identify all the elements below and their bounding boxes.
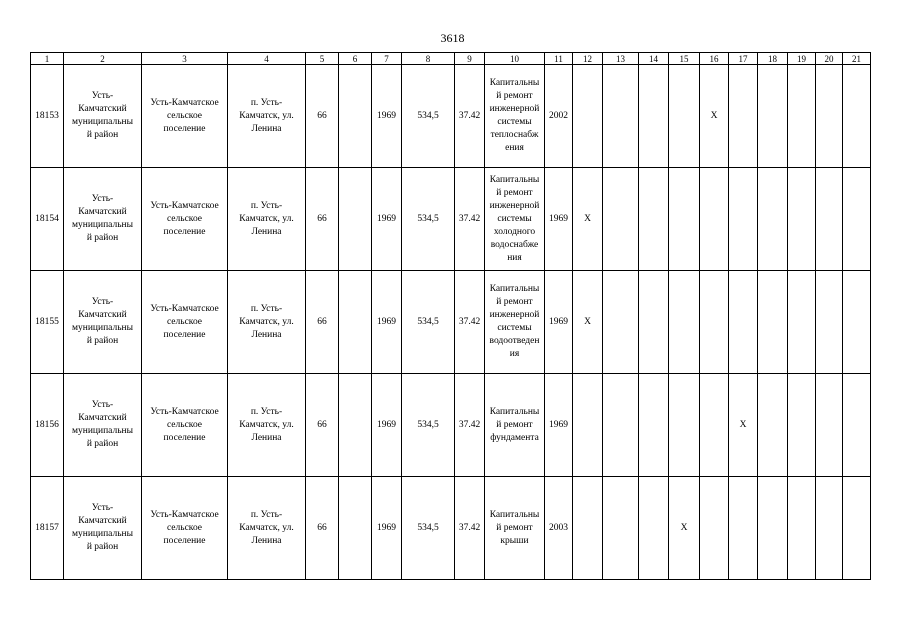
column-number-cell: 10 xyxy=(485,53,545,65)
column-number-cell: 21 xyxy=(843,53,871,65)
table-cell xyxy=(339,477,372,580)
table-cell xyxy=(843,374,871,477)
table-cell xyxy=(816,477,843,580)
table-cell xyxy=(639,65,669,168)
table-cell xyxy=(788,271,816,374)
table-cell: 18155 xyxy=(31,271,64,374)
table-row xyxy=(31,168,871,271)
table-cell: 37.42 xyxy=(455,271,485,374)
column-number-cell: 17 xyxy=(729,53,758,65)
table-cell xyxy=(339,271,372,374)
table-cell xyxy=(669,374,700,477)
table-cell xyxy=(603,271,639,374)
table-cell: 66 xyxy=(306,65,339,168)
table-cell: 18153 xyxy=(31,65,64,168)
table-cell: 1969 xyxy=(545,374,573,477)
column-number-cell: 8 xyxy=(402,53,455,65)
table-cell xyxy=(729,168,758,271)
table-cell: Усть-Камчатское сельское поселение xyxy=(142,65,228,168)
table-cell xyxy=(843,65,871,168)
table-row xyxy=(31,374,871,477)
column-number-cell: 20 xyxy=(816,53,843,65)
table-cell xyxy=(758,477,788,580)
column-number-cell: 16 xyxy=(700,53,729,65)
table-cell xyxy=(669,65,700,168)
table-cell: 1969 xyxy=(372,271,402,374)
table-cell xyxy=(639,477,669,580)
column-number-cell: 12 xyxy=(573,53,603,65)
table-cell: 66 xyxy=(306,477,339,580)
table-cell: п. Усть- Камчатск, ул. Ленина xyxy=(228,168,306,271)
table-cell: 534,5 xyxy=(402,271,455,374)
table-cell xyxy=(339,168,372,271)
table-cell: 37.42 xyxy=(455,477,485,580)
table-cell: 37.42 xyxy=(455,65,485,168)
table-cell xyxy=(816,168,843,271)
table-cell: 534,5 xyxy=(402,168,455,271)
column-number-cell: 19 xyxy=(788,53,816,65)
table-cell xyxy=(758,168,788,271)
table-cell xyxy=(603,168,639,271)
table-cell xyxy=(339,65,372,168)
table-cell xyxy=(339,374,372,477)
table-cell: Капитальны й ремонт инженерной системы водоотведен ия xyxy=(485,271,545,374)
table-cell xyxy=(573,374,603,477)
table-cell xyxy=(700,477,729,580)
table-row xyxy=(31,271,871,374)
table-cell: 37.42 xyxy=(455,374,485,477)
table-cell: X xyxy=(573,168,603,271)
table-cell: 534,5 xyxy=(402,65,455,168)
column-number-cell: 6 xyxy=(339,53,372,65)
table-cell xyxy=(788,168,816,271)
table-cell: 2002 xyxy=(545,65,573,168)
table-cell: 66 xyxy=(306,168,339,271)
register-table xyxy=(30,52,871,580)
table-cell: 66 xyxy=(306,271,339,374)
table-cell xyxy=(758,374,788,477)
table-cell xyxy=(816,65,843,168)
table-cell xyxy=(669,271,700,374)
table-cell: 1969 xyxy=(545,271,573,374)
table-cell: п. Усть- Камчатск, ул. Ленина xyxy=(228,374,306,477)
table-cell: 37.42 xyxy=(455,168,485,271)
table-cell: X xyxy=(573,271,603,374)
table-cell: 1969 xyxy=(545,168,573,271)
table-row xyxy=(31,65,871,168)
column-number-cell: 7 xyxy=(372,53,402,65)
table-cell xyxy=(603,374,639,477)
table-cell xyxy=(700,374,729,477)
table-cell: Капитальны й ремонт инженерной системы холодного водоснабже ния xyxy=(485,168,545,271)
table-cell: Капитальны й ремонт крыши xyxy=(485,477,545,580)
column-number-cell: 18 xyxy=(758,53,788,65)
table-cell: 18157 xyxy=(31,477,64,580)
table-cell: п. Усть- Камчатск, ул. Ленина xyxy=(228,271,306,374)
table-cell: Усть-Камчатское сельское поселение xyxy=(142,271,228,374)
column-number-cell: 13 xyxy=(603,53,639,65)
table-cell: 534,5 xyxy=(402,477,455,580)
table-cell: Усть-Камчатское сельское поселение xyxy=(142,477,228,580)
column-number-cell: 2 xyxy=(64,53,142,65)
table-cell: Усть- Камчатский муниципальны й район xyxy=(64,271,142,374)
table-cell xyxy=(700,168,729,271)
table-cell: 1969 xyxy=(372,65,402,168)
table-cell xyxy=(573,65,603,168)
table-cell: 534,5 xyxy=(402,374,455,477)
table-cell xyxy=(669,168,700,271)
table-cell: п. Усть- Камчатск, ул. Ленина xyxy=(228,477,306,580)
page-number: 3618 xyxy=(440,31,465,45)
table-cell xyxy=(816,271,843,374)
table-cell: Капитальны й ремонт фундамента xyxy=(485,374,545,477)
table-cell: п. Усть- Камчатск, ул. Ленина xyxy=(228,65,306,168)
table-cell xyxy=(729,477,758,580)
column-number-cell: 5 xyxy=(306,53,339,65)
table-cell xyxy=(639,374,669,477)
table-cell xyxy=(639,168,669,271)
table-cell xyxy=(788,477,816,580)
table-cell xyxy=(788,374,816,477)
table-cell: 1969 xyxy=(372,168,402,271)
column-number-cell: 1 xyxy=(31,53,64,65)
table-cell: 1969 xyxy=(372,477,402,580)
table-cell xyxy=(816,374,843,477)
column-number-cell: 15 xyxy=(669,53,700,65)
table-cell xyxy=(729,271,758,374)
table-cell xyxy=(603,477,639,580)
table-cell: X xyxy=(700,65,729,168)
table-cell: Капитальны й ремонт инженерной системы теплоснабж ения xyxy=(485,65,545,168)
table-cell xyxy=(843,168,871,271)
column-number-cell: 3 xyxy=(142,53,228,65)
column-number-cell: 11 xyxy=(545,53,573,65)
column-number-cell: 4 xyxy=(228,53,306,65)
table-cell xyxy=(843,477,871,580)
table-cell xyxy=(729,65,758,168)
table-cell xyxy=(700,271,729,374)
column-number-cell: 9 xyxy=(455,53,485,65)
table-cell: Усть- Камчатский муниципальны й район xyxy=(64,168,142,271)
table-cell: Усть-Камчатское сельское поселение xyxy=(142,168,228,271)
table-cell: Усть- Камчатский муниципальны й район xyxy=(64,374,142,477)
table-cell: 18156 xyxy=(31,374,64,477)
table-cell xyxy=(573,477,603,580)
table-cell: X xyxy=(669,477,700,580)
table-cell: 66 xyxy=(306,374,339,477)
table-cell: 18154 xyxy=(31,168,64,271)
table-cell xyxy=(639,271,669,374)
table-cell xyxy=(788,65,816,168)
table-cell: X xyxy=(729,374,758,477)
table-cell: Усть- Камчатский муниципальны й район xyxy=(64,477,142,580)
table-cell: Усть- Камчатский муниципальны й район xyxy=(64,65,142,168)
table-cell: 1969 xyxy=(372,374,402,477)
table-row xyxy=(31,477,871,580)
table-cell: Усть-Камчатское сельское поселение xyxy=(142,374,228,477)
table-cell xyxy=(843,271,871,374)
table-cell xyxy=(758,271,788,374)
column-number-row xyxy=(31,53,871,65)
column-number-cell: 14 xyxy=(639,53,669,65)
table-cell: 2003 xyxy=(545,477,573,580)
table-cell xyxy=(603,65,639,168)
table-cell xyxy=(758,65,788,168)
